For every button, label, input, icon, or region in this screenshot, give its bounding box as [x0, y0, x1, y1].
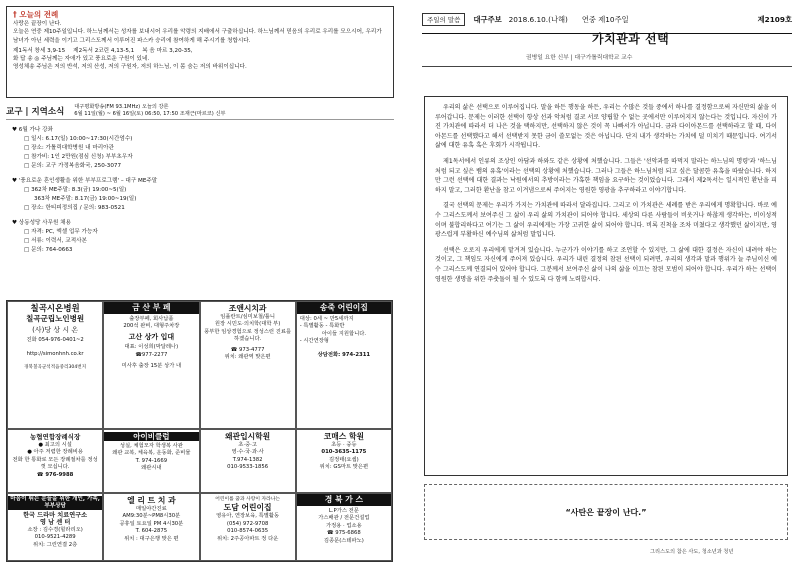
paragraph: 제1독서에서 인류의 조상인 아담과 하와도 같은 상황에 처했습니다. 그들은 '선악과를 따먹지 말라는 하느님의 명령'과 '하느님처럼 되고 싶은 뱀의 유혹'이라는 선택의 상황에 처했습니다. 그러나 그들은 하느님처럼 되고 싶은 달콤한 유혹을 따랐습니다. 하지만 그런 선택에 대한 결과는 낙원에서의 추방이라는 가혹한 책임을 요구하는 것이었습니다. 그래서 제2독서는 일시적인 환난을 피하지 말고, 그러한 환난을 참고 이겨냄으로써 주어지는 영원한 영광을 추구하라고 이야기합니다.: [435, 157, 777, 194]
ad-line: ☎ 975-6868: [326, 530, 361, 537]
news-item-line: □ 자격: PC, 엑셀 업무 가능자: [24, 229, 98, 235]
ad-line: - 시간연장형: [299, 338, 329, 345]
ad-line: 대상: 0세 ~ 만5세까지: [299, 316, 354, 322]
ad-counseling: [7, 493, 103, 561]
news-item-line: □ 장소: 가톨릭대학병원 내 마리아관: [24, 145, 114, 151]
ad-line: 매일야간진료: [136, 506, 167, 512]
ads-grid: [6, 300, 393, 562]
ad-line: 김정태(요셉): [329, 456, 359, 463]
radio-line-2: 6월 11일(월) ~ 6월 16일(토) 06:50, 17:50 조재근(마르코) 신부: [74, 110, 226, 117]
ad-line: 진화 054-976-0401~2: [26, 337, 84, 344]
ad-line: 위치 : 대구은행 맞은 편: [124, 535, 179, 542]
masthead-name: 대구주보: [473, 14, 502, 24]
news-item-title: ♥ '풍요로운 혼인생활을 위한 부부프로그램' – 대구 ME주말: [12, 178, 158, 184]
ad-line: T.974-1382: [232, 456, 263, 463]
today-text: 오늘은 연중 제10주일입니다. 하느님께서는 성자를 보내시어 우리를 악령의 지배에서 구출하십니다. 하느님께서 믿음의 우리로 우리를 모으시어, 우리가 남녀가 아닌 세력을 이기고 그리스도께서 이루어진 파스카 승리에 참여하게 해 주시기를 청합시다.: [13, 29, 382, 44]
communion-antiphon: 영성체송 주님은 저의 반석, 저의 산성, 저의 구원자, 저의 하느님, 이 몸 숨는 저의 바위이십니다.: [13, 64, 247, 71]
news-item-line: □ 362차 ME주말: 8.3(금) 19:00~5(일): [24, 187, 127, 193]
ad-name: 송죽 어린이집: [297, 302, 391, 314]
ad-line: T. 974-1669: [135, 457, 168, 464]
ad-line: 소장 : 김수경(힐라리오): [27, 526, 83, 533]
ad-dental-2: [103, 493, 199, 561]
ad-line: (054) 972-9708: [226, 520, 269, 527]
article-title: 가치관과 선택: [592, 32, 670, 46]
ad-uniform: [103, 429, 199, 493]
ad-line: 왜관 교복, 체육복, 운동화, 준비물: [112, 450, 191, 457]
ad-line: 전화 한 통화로 모든 장례절차를 정성껏 모십니다.: [12, 456, 98, 471]
ad-line: 원장 시민도·의치학(대학 부): [214, 321, 281, 328]
ad-line: 200석 완비, 대형주차장: [123, 323, 180, 330]
ad-name: 엘 리 트 치 과: [127, 496, 176, 505]
ad-name: 금 산 부 페: [104, 302, 198, 314]
diocese-news-body: [6, 120, 394, 316]
ad-name: 경 북 가 스: [297, 494, 391, 506]
news-item-line: 363차 ME주말: 8.17(금) 19:00~19(일): [34, 196, 137, 202]
ad-gas: [296, 493, 392, 561]
ad-buffet: [103, 301, 199, 429]
paragraph: 선택은 오로지 우리에게 맡겨져 있습니다. 누군가가 이야기를 하고 조언할 수 있지만, 그 삶에 대한 결정은 자신이 내려야 하는 것이고, 그 책임도 자신에게 주어져 있습니다. 우리가 내린 결정의 참된 선택이 되려면, 우리의 생각과 말과 행위가 늘 주님이신 예수 그리스도께 연결되어 있어야 합니다. 그분께서 보여주신 삶이 나의 삶을 이끄는 참된 모범이 되어야 합니다. 우리가 하는 선택이 영원한 생명을 위한 주춧돌이 될 수 있도록 다 함께 노력합시다.: [435, 246, 777, 283]
ad-line: ☎ 976-9988: [36, 471, 74, 478]
ad-line: 위치: 그린연결 2층: [32, 541, 78, 548]
ad-line: 가정용 · 업소용: [325, 522, 362, 529]
news-item-line: □ 문의: 764-0663: [24, 247, 73, 253]
ad-line: 초등 · 중등: [331, 442, 357, 448]
liturgical-week: 연중 제10주일: [581, 14, 629, 24]
readings-row: [13, 47, 387, 55]
diocese-news-title: 교구 | 지역소식: [6, 106, 65, 117]
ad-name: 마음이 뛰는 분들을 위한 개인, 가족, 부부상담: [8, 496, 102, 510]
ad-line: 010-8574-0635: [227, 528, 269, 535]
news-item-title: ♥ 상동성당 사무원 채용: [12, 220, 71, 226]
ad-line: 초·중·고: [238, 442, 257, 448]
divider: [422, 66, 792, 67]
paragraph: 우리의 삶은 선택으로 이루어집니다. 말을 하든 행동을 하든, 우리는 수많은 것들 중에서 하나를 결정함으로써 자신만의 삶을 이루어갑니다. 문제는 이러한 선택이 항상 선과 악처럼 결코 서로 양립할 수 없는 곳에서만 이루어지지 않는다는 것입니다. 자신이 가진 가치관에 따라서 더 나은 것을 택하지만, 선택하지 않은 것이 꼭 나빠서가 아닙니다. 금과 다이아몬드를 선택하라고 할 때, 다이아몬드를 선택했다고 해서 선택받지 못한 금이 쓸모없는 것은 아닙니다. 단지 내가 생각하는 가치에 덜 미치기 때문입니다. 여기서 삶에 대한 유혹 혹은 후회가 시작됩니다.: [435, 104, 777, 150]
ad-name: 칠곡시온병원: [30, 304, 80, 314]
masthead-info: [473, 15, 628, 25]
ad-line: 성실, 체험모자 학생복 사관: [119, 443, 183, 449]
ad-kindergarten-2: [200, 493, 296, 561]
article-author: 권병일 요한 신부 | 대구가톨릭대학교 교수: [526, 55, 633, 61]
ad-funeral: [7, 429, 103, 493]
ad-dental-1: [200, 301, 296, 429]
ad-name: 왜관입시학원: [225, 432, 271, 441]
ad-line: 칠곡군립노인병원: [26, 314, 85, 323]
ad-line: ● 아주 저렴한 장례비용: [27, 449, 83, 456]
ad-line: 경북칠곡군석적읍중리304번지: [24, 365, 87, 371]
news-item-line: □ 서류: 이력서, 교적사본: [24, 238, 87, 244]
reading-first: 제1독서 창세 3,9-15: [13, 47, 66, 54]
radio-line-1: 대구평화방송(FM 93.1MHz) 오늘의 강론: [74, 103, 169, 110]
pull-quote: “사탄은 끝장이 난다.”: [424, 484, 788, 540]
article-body: [424, 96, 788, 476]
reading-gospel: 복 음 마르 3,20-35,: [142, 47, 193, 54]
ad-name: 조앤시치과: [228, 304, 267, 313]
section-tag: 주일의 말씀: [422, 13, 465, 26]
ad-line: ☎ 973-4777: [230, 346, 265, 353]
ad-line: (사)당 상 시 온: [32, 326, 79, 334]
ad-line: 010-9533-1856: [227, 464, 269, 471]
ad-hospital: [7, 301, 103, 429]
ad-name: 도담 어린이집: [223, 503, 272, 513]
ad-line: http://simonhnh.co.kr: [26, 350, 84, 357]
ad-line: 출장부페, 회사납품: [129, 316, 174, 322]
ad-line: 영 남 센 터: [39, 519, 71, 527]
ad-line: 상담전화: 974-2311: [317, 351, 371, 358]
ad-line: L.P가스 전문: [328, 508, 359, 514]
ad-line: 위치: 왜관역 맞은편: [224, 354, 271, 361]
ad-academy-1: [200, 429, 296, 493]
issue-date: 2018.6.10.(나해): [508, 14, 568, 24]
responsorial-psalm: 화 답 송 ◎ 주님께는 자애가 있고 풍요로운 구원이 있네.: [13, 56, 150, 63]
right-page: [400, 0, 800, 565]
today-liturgy-box: [6, 6, 394, 98]
ad-name: 아이비클럽: [104, 432, 198, 441]
ad-line: 어린이를 꿈과 사랑이 자라나는: [215, 497, 281, 502]
ad-line: 010-9521-4289: [34, 534, 76, 541]
ad-kindergarten-1: [296, 301, 392, 429]
ad-line: - 특별활동 - 특화반: [299, 323, 345, 330]
ad-academy-2: [296, 429, 392, 493]
ad-line: 위치: GS마트 맞은편: [319, 464, 369, 471]
news-item-line: □ 참가비: 1인 2만원(점심 신청) 부부초우자: [24, 154, 133, 160]
ad-line: 영·수·국·과·사: [231, 449, 264, 456]
today-intro: 사랑은 끝장이 난다.: [13, 21, 62, 27]
paragraph: 결국 선택의 문제는 우리가 가지는 가치관에 따라서 달라집니다. 그리고 이 가치관은 세례를 받은 우리에게 명확합니다. 바로 예수 그리스도께서 보여주신 그 삶이 우리 삶의 가치관이 되어야 합니다. 세상의 다른 사람들이 비웃거나 하찮게 생각하는, 비이성적이며 불합리하다고 여기는 그 삶이 우리에게는 가장 고귀한 삶이 되어야 합니다. 비록 진척을 조차 미쳤다고 생각했던 삶이지만, 영광스럽게 부활하신 예수님의 삶처럼 말입니다.: [435, 202, 777, 239]
footer-caption: 그리스도의 참은 사도, 청소년과 청년: [650, 549, 734, 555]
ad-line: 대표: 이성희(막달레나): [124, 344, 179, 351]
ad-name: 코매스 학원: [323, 432, 365, 441]
ad-line: 한국 드라마 치료연구소: [23, 512, 88, 519]
ad-line: T. 604-2875: [135, 528, 168, 535]
ad-line: 풍부한 임상경험으로 정성스런 진료를 하겠습니다.: [204, 328, 292, 343]
ad-line: AM9:30분~PM8시30분: [122, 513, 181, 520]
news-item-line: □ 문의: 교구 가정복음화국, 250-3077: [24, 163, 122, 169]
ad-line: 공휴일 토요일 PM 4시30분: [119, 520, 184, 527]
ad-line: 미사후 출장 15분 상가 내: [121, 363, 182, 370]
ad-line: ● 최고의 시설: [38, 442, 72, 448]
ad-line: 고산 상가 입대: [128, 332, 175, 341]
news-item-line: □ 장소: 한티피정의집 / 문의: 983-0521: [24, 205, 125, 211]
ad-name: 농협연합장례식장: [30, 433, 81, 441]
ad-line: 왜관시내: [141, 465, 162, 472]
issue-number: 제2109호: [757, 14, 792, 24]
ad-line: 임플란트/심미보철/틀니: [220, 314, 275, 320]
ad-line: ☎977-2277: [135, 351, 168, 358]
ad-line: 아이들 지원합니다.: [321, 330, 367, 337]
radio-info: [74, 104, 225, 118]
ad-line: 가스배관 / 전문건설업: [318, 515, 370, 522]
today-liturgy-heading: † 오늘의 전례: [13, 10, 59, 19]
news-item-title: ♥ 6월 가나 강좌: [12, 127, 53, 133]
reading-second: 제2독서 2코린 4,13-5,1: [73, 47, 135, 54]
ad-line: 김종문(스테파노): [323, 537, 364, 544]
ad-line: 위치: 2주공아파트 정 다운: [216, 535, 279, 542]
diocese-news-header: [6, 102, 394, 120]
news-item-line: □ 일시: 6.17(일) 10:00~17:30(시간엄수): [24, 136, 133, 142]
ad-line: 010-3635-1175: [321, 449, 367, 456]
ad-line: 영유아, 연장보육, 특별활동: [216, 513, 280, 520]
